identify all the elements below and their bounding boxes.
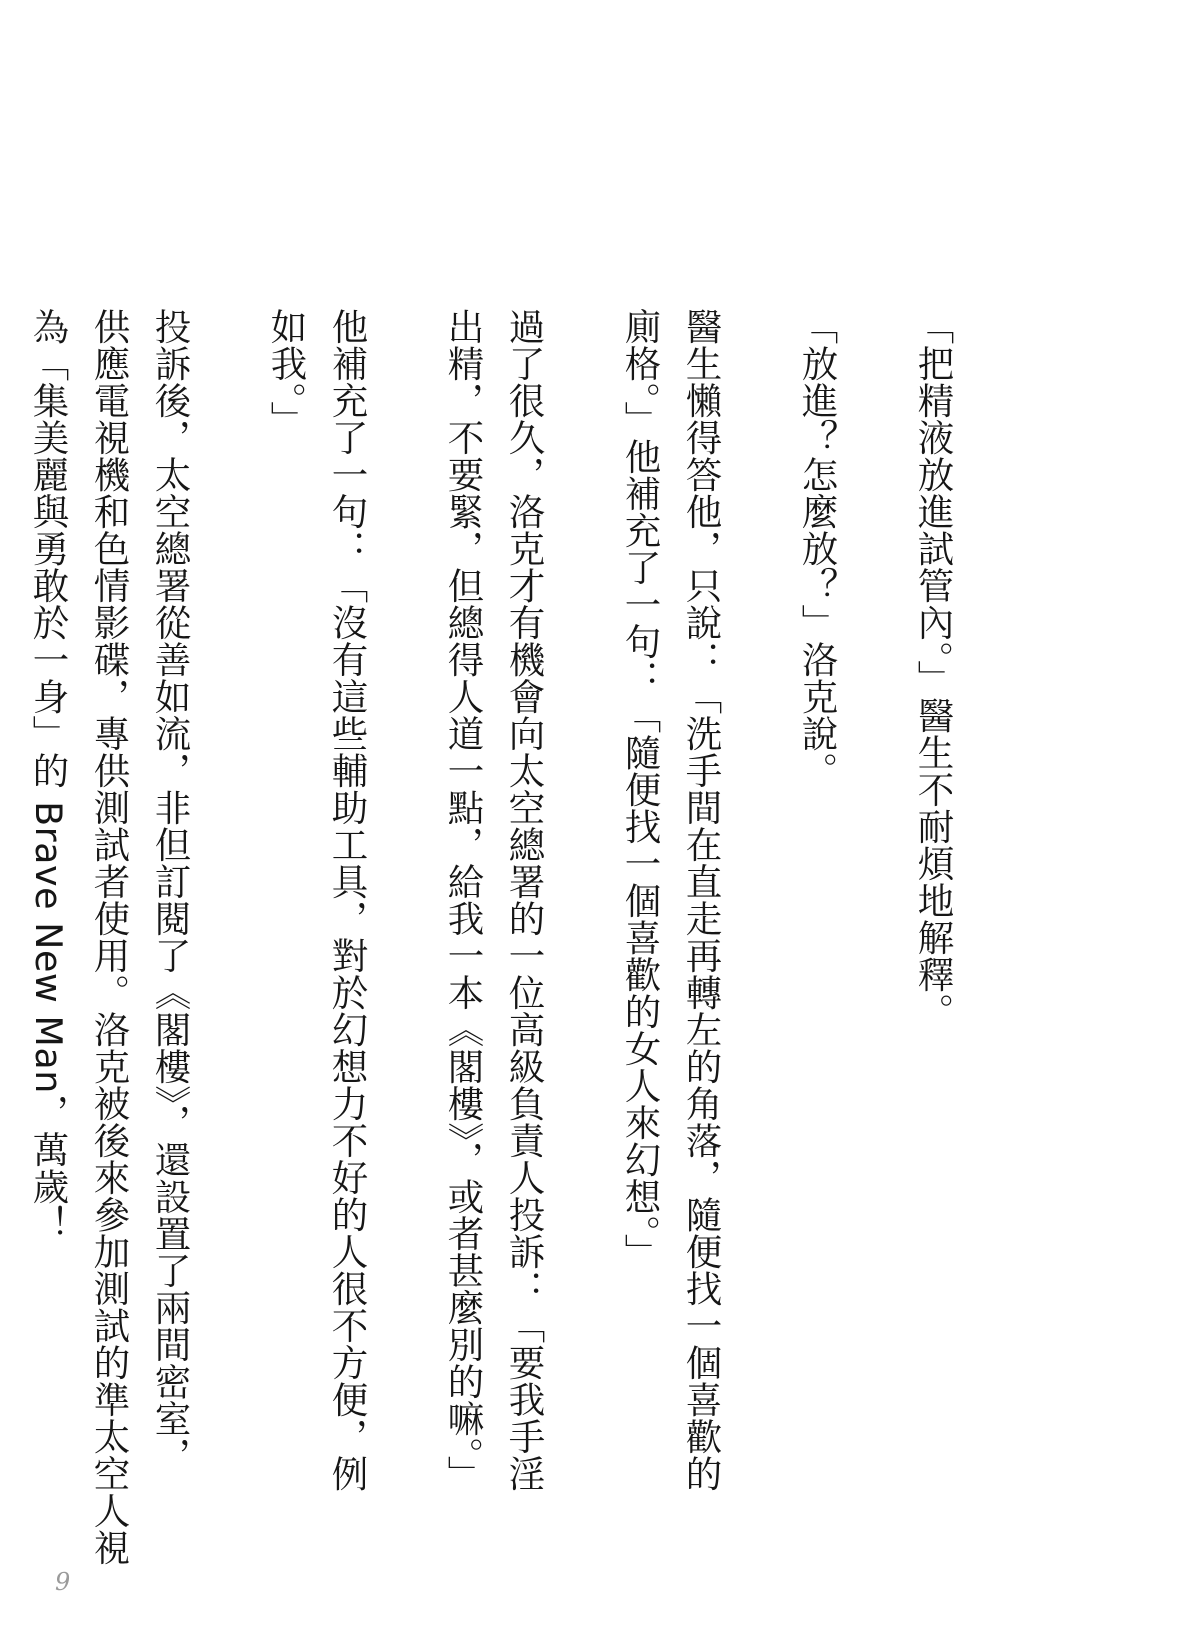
page-number: 9 bbox=[55, 1568, 71, 1596]
text-line-1: 「把精液放進試管內。」醫生不耐煩地解釋。 bbox=[912, 308, 955, 1030]
text-line-5: 過了很久，洛克才有機會向太空總署的一位高級負責人投訴：「要我手淫 bbox=[503, 308, 546, 1492]
text-line-4: 廁格。」他補充了一句：「隨便找一個喜歡的女人來幻想。」 bbox=[619, 308, 662, 1271]
text-line-2: 「放進？怎麼放？」洛克說。 bbox=[796, 308, 839, 789]
text-line-6: 出精，不要緊，但總得人道一點，給我一本《閣樓》，或者甚麼別的嘛。」 bbox=[442, 308, 485, 1493]
text-line-3: 醫生懶得答他，只說：「洗手間在直走再轉左的角落，隨便找一個喜歡的 bbox=[680, 308, 723, 1492]
text-line-8: 如我。」 bbox=[265, 308, 308, 438]
text-line-9: 投訴後，太空總署從善如流，非但訂閱了《閣樓》，還設置了兩間密室， bbox=[149, 308, 192, 1474]
text-line-7: 他補充了一句：「沒有這些輔助工具，對於幻想力不好的人很不方便，例 bbox=[326, 308, 369, 1492]
vertical-text-body bbox=[0, 308, 964, 1566]
text-line-11: 為「集美麗與勇敢於一身」的 Brave New Man，萬歲！ bbox=[27, 308, 70, 1242]
text-line-10: 供應電視機和色情影碟，專供測試者使用。洛克被後來參加測試的準太空人視 bbox=[88, 308, 131, 1566]
text-line-12 bbox=[0, 308, 18, 1408]
